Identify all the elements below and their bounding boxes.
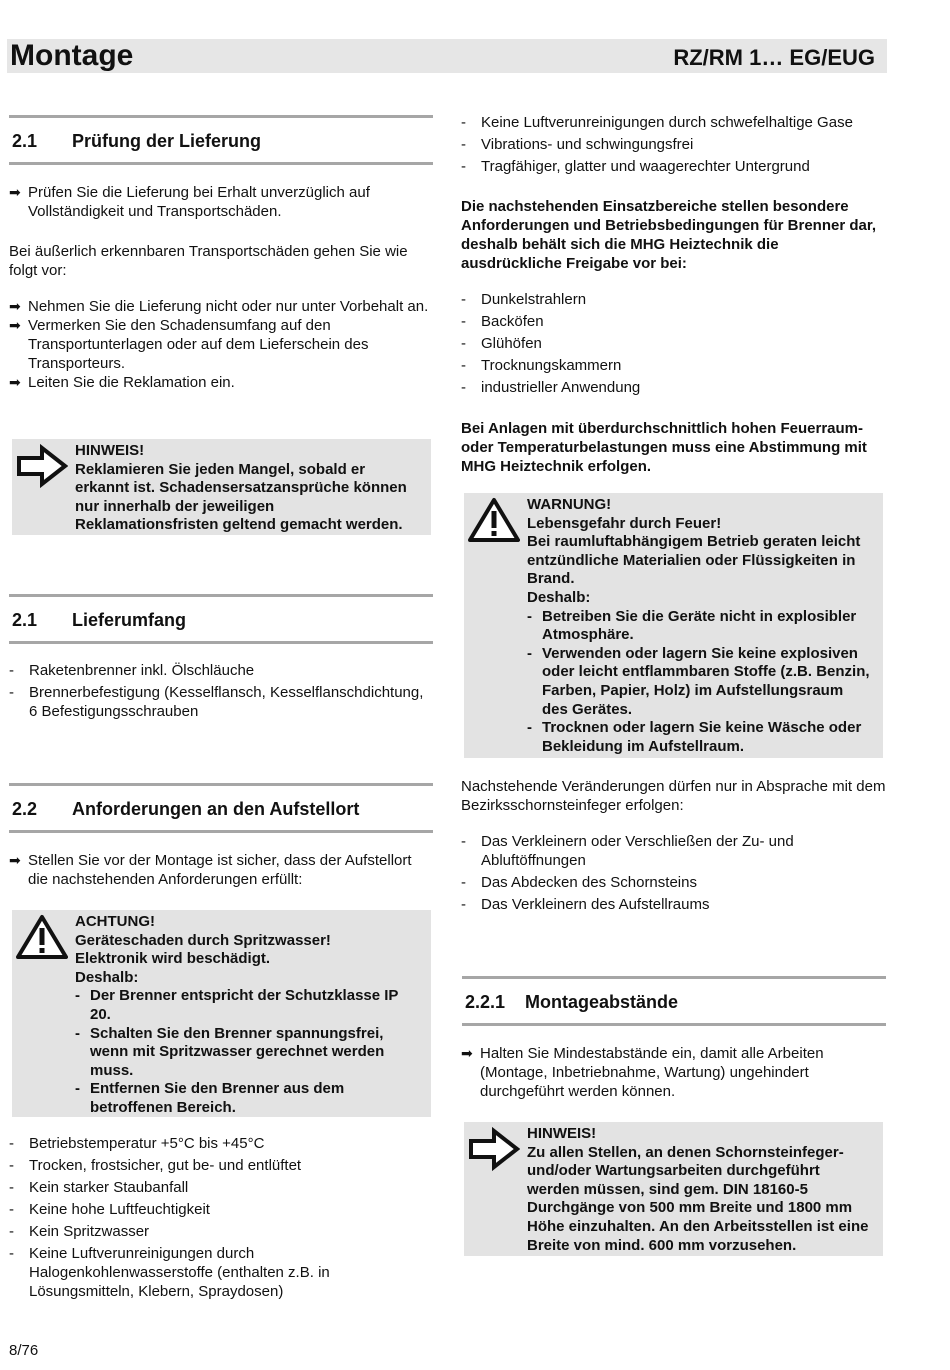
instruction-step: ➡ Leiten Sie die Reklamation ein. [9,374,235,391]
arrow-right-icon [468,1126,520,1172]
section-number: 2.2 [12,799,38,819]
einsatz-list [461,290,887,400]
notice-line: Geräteschaden durch Spritzwasser! [75,931,331,949]
notice-list-item: - Verwenden oder lagern Sie keine explosiven oder leicht entflammbaren Stoffe (z.B. Benzin, Farben, Papier, Holz) im Aufstellungsraum des Gerätes. [527,644,870,718]
section-number: 2.1 [12,131,38,151]
list-item: - industrieller Anwendung [461,379,641,396]
model-label: RZ/RM 1… EG/EUG [673,45,875,70]
section-title: Lieferumfang [72,610,187,630]
arrow-right-icon: ➡ [9,374,21,390]
list-item: - Vibrations- und schwingungsfrei [461,136,694,153]
section-heading-pruefung [9,115,433,165]
list-item: - Trocken, frostsicher, gut be- und entlüftet [9,1157,302,1174]
anlagen-text: Bei Anlagen mit überdurchschnittlich hohen Feuerraum- oder Temperaturbelastungen muss eine Abstimmung mit MHG Heiztechnik erfolgen. [461,420,867,475]
notice-list-item: - Der Brenner entspricht der Schutzklasse IP 20. [75,987,399,1023]
section-number: 2.1 [12,610,38,630]
section-number: 2.2.1 [465,992,506,1012]
instruction-step: ➡ Stellen Sie vor der Montage ist sicher, dass der Aufstellort die nachstehenden Anforderungen erfüllt: [9,852,412,888]
notice-line: Bei raumluftabhängigem Betrieb geraten leicht entzündliche Materialien oder Flüssigkeiten in Brand. [527,533,861,588]
list-item: - Kein starker Staubanfall [9,1179,189,1196]
section-heading-anforderungen [9,783,433,833]
veraenderungen-intro: Nachstehende Veränderungen dürfen nur in Absprache mit dem Bezirksschornsteinfeger erfolgen: [461,778,886,814]
hinweis-notice-2 [464,1122,883,1256]
warning-triangle-icon [16,914,68,960]
notice-line: Elektronik wird beschädigt. [75,950,271,968]
page-header [7,39,887,73]
abstaende-step [461,1044,881,1101]
list-item: - Glühöfen [461,335,542,352]
section-heading-lieferumfang [9,594,433,644]
warnung-notice [464,493,883,758]
arrow-right-icon: ➡ [9,298,21,314]
section-heading-abstaende [462,976,886,1026]
right-top-list [461,113,887,179]
list-item: - Das Verkleinern oder Verschließen der Zu- und Abluftöffnungen [461,833,794,869]
list-item: - Tragfähiger, glatter und waagerechter Untergrund [461,158,810,175]
notice-label: WARNUNG! [527,496,612,513]
instruction-step: ➡ Vermerken Sie den Schadensumfang auf den Transportunterlagen oder auf dem Lieferschein des Transporteurs. [9,317,369,372]
list-item: - Betriebstemperatur +5°C bis +45°C [9,1135,265,1152]
list-item: - Dunkelstrahlern [461,291,587,308]
page-title: Montage [10,39,134,72]
arrow-right-icon: ➡ [9,852,21,868]
arrow-right-icon: ➡ [9,184,21,200]
pruefung-step [9,183,433,221]
notice-label: ACHTUNG! [75,913,155,930]
notice-label: HINWEIS! [75,442,145,459]
arrow-right-icon [16,443,68,489]
notice-text: Zu allen Stellen, an denen Schornsteinfeger- und/oder Wartungsarbeiten durchgeführt werden müssen, sind gem. DIN 18160-5 Durchgänge von 500 mm Breite und 1800 mm Höhe einzuhalten. An den Arbeitsstellen ist eine Breite von mind. 600 mm vorzusehen. [527,1143,869,1254]
notice-list-item: - Trocknen oder lagern Sie keine Wäsche oder Bekleidung im Aufstellraum. [527,719,862,755]
instruction-step: ➡ Nehmen Sie die Lieferung nicht oder nur unter Vorbehalt an. [9,298,429,315]
page-number: 8/76 [9,1342,39,1359]
notice-list-item: - Betreiben Sie die Geräte nicht in explosibler Atmosphäre. [527,607,857,644]
veraenderungen-list [461,832,871,917]
einsatz-intro: Die nachstehenden Einsatzbereiche stellen besondere Anforderungen und Betriebsbedingungen für Brenner dar, deshalb behält sich die MHG Heiztechnik die ausdrückliche Freigabe vor bei: [461,198,877,272]
list-item: - Trocknungskammern [461,357,622,374]
list-item: - Das Verkleinern des Aufstellraums [461,896,710,913]
pruefung-steps [9,297,429,392]
notice-list-item: - Schalten Sie den Brenner spannungsfrei, wenn mit Spritzwasser gerechnet werden muss. [75,1024,385,1079]
achtung-notice [12,910,431,1117]
notice-line: Lebensgefahr durch Feuer! [527,514,722,532]
list-item: - Keine Luftverunreinigungen durch Halogenkohlenwasserstoffe (enthalten z.B. in Lösungsmitteln, Klebern, Spraydosen) [9,1245,330,1300]
notice-line: Deshalb: [527,588,591,606]
hinweis-notice-1 [12,439,431,535]
list-item: - Das Abdecken des Schornsteins [461,874,697,891]
arrow-right-icon: ➡ [9,317,21,333]
notice-label: HINWEIS! [527,1125,597,1142]
instruction-step: ➡ Prüfen Sie die Lieferung bei Erhalt unverzüglich auf Vollständigkeit und Transportschäden. [9,184,370,220]
anforderungen-list [9,1134,429,1304]
section-title: Anforderungen an den Aufstellort [72,799,360,819]
notice-line: Deshalb: [75,968,139,986]
pruefung-intro: Bei äußerlich erkennbaren Transportschäden gehen Sie wie folgt vor: [9,243,408,279]
section-title: Prüfung der Lieferung [72,131,261,151]
arrow-right-icon: ➡ [461,1045,473,1061]
instruction-step: ➡ Halten Sie Mindestabstände ein, damit alle Arbeiten (Montage, Inbetriebnahme, Wartung) ungehindert durchgeführt werden können. [461,1045,824,1100]
list-item: - Backöfen [461,313,544,330]
anforderungen-step [9,851,429,889]
notice-text: Reklamieren Sie jeden Mangel, sobald er erkannt ist. Schadensersatzansprüche können nur innerhalb der jeweiligen Reklamationsfristen geltend gemacht werden. [75,460,407,534]
warning-triangle-icon [468,497,520,543]
list-item: - Kein Spritzwasser [9,1223,150,1240]
list-item: - Keine hohe Luftfeuchtigkeit [9,1201,210,1218]
lieferumfang-list [9,661,429,724]
list-item: - Raketenbrenner inkl. Ölschläuche [9,662,255,679]
section-title: Montageabstände [525,992,679,1012]
list-item: - Keine Luftverunreinigungen durch schwefelhaltige Gase [461,114,853,131]
notice-list-item: - Entfernen Sie den Brenner aus dem betroffenen Bereich. [75,1080,345,1116]
list-item: - Brennerbefestigung (Kesselflansch, Kesselflanschdichtung, 6 Befestigungsschrauben [9,684,424,720]
